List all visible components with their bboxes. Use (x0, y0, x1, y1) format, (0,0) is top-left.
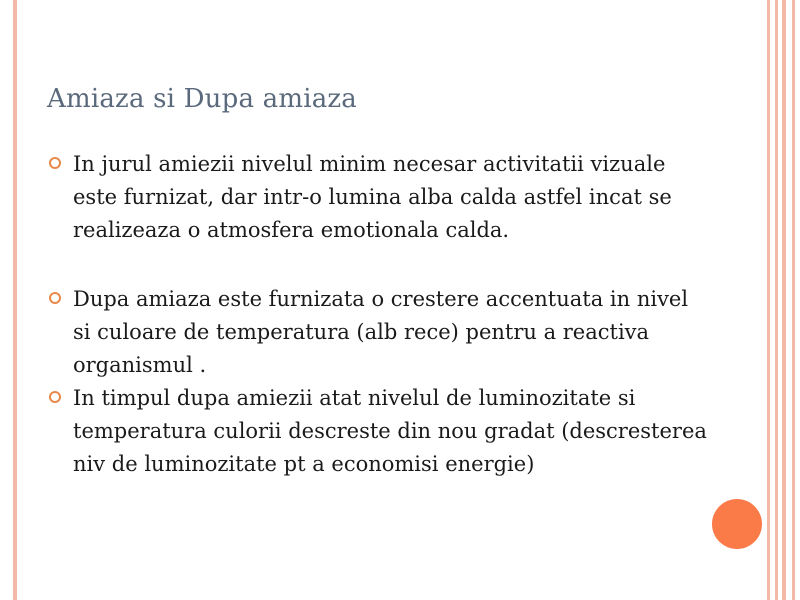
bullet-circle-icon (49, 292, 61, 304)
spacer (48, 247, 708, 283)
bullet-text: Dupa amiaza este furnizata o crestere accentuata in nivel si culoare de temperatura (alb rece) pentru a reactiva organismul . (73, 287, 689, 377)
right-border-line (767, 0, 770, 600)
right-border-line (775, 0, 778, 600)
right-border-line (782, 0, 786, 600)
bullet-circle-icon (49, 391, 61, 403)
slide-content (48, 148, 708, 481)
left-border-line (13, 0, 17, 600)
bullet-circle-icon (49, 157, 61, 169)
bullet-text: In jurul amiezii nivelul minim necesar activitatii vizuale este furnizat, dar intr-o lumina alba calda astfel incat se realizeaza o atmosfera emotionala calda. (73, 152, 672, 242)
bullet-item (48, 382, 708, 481)
bullet-text: In timpul dupa amiezii atat nivelul de luminozitate si temperatura culorii descreste din nou gradat (descresterea niv de luminozitate pt a economisi energie) (73, 386, 707, 476)
bullet-item (48, 283, 708, 382)
decorative-circle-icon (712, 499, 762, 549)
slide-title: Amiaza si Dupa amiaza (47, 84, 358, 114)
bullet-item (48, 148, 708, 247)
right-border-line (792, 0, 795, 600)
